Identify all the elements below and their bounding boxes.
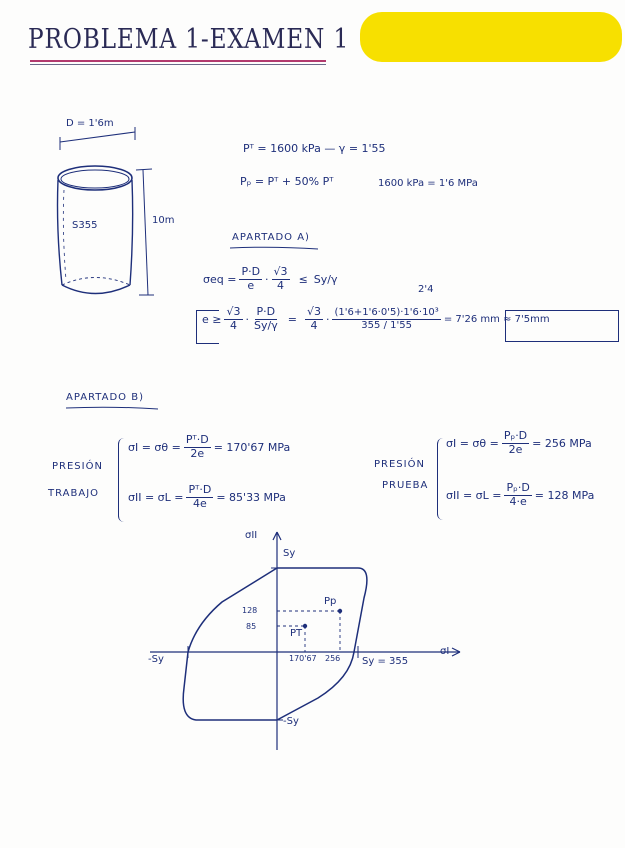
trabajo-eq1-lhs: σI = σθ = xyxy=(128,440,181,454)
eq2-frac-pd-sy xyxy=(252,306,280,332)
eq2-frac3-num: √3 xyxy=(306,305,321,318)
working-pressure-point xyxy=(303,624,307,628)
von-mises-diagram xyxy=(140,528,470,758)
eq2-frac4-den: 355 / 1'55 xyxy=(361,319,412,331)
prueba-eq1-num: Pₚ·D xyxy=(503,429,528,442)
test-pressure-label-2: PRUEBA xyxy=(382,480,429,491)
equivalent-stress-equation xyxy=(203,266,338,292)
eq2-frac2-den: Sy/γ xyxy=(254,318,278,332)
section-a-underline xyxy=(228,245,320,251)
trabajo-eq1-den: 2e xyxy=(190,446,205,460)
trabajo-eq1-num: Pᵀ·D xyxy=(185,433,209,446)
tick-170-67: 170'67 xyxy=(289,654,317,663)
sigma-2-axis-label: σII xyxy=(245,530,258,541)
given-unit-conversion: 1600 kPa = 1'6 MPa xyxy=(378,178,478,189)
eq2-frac1-num: √3 xyxy=(226,305,241,318)
prueba-eq2-den: 4·e xyxy=(509,494,527,508)
eq1-leq: ≤ xyxy=(298,272,308,286)
thickness-result: = 7'26 mm ≈ 7'5mm xyxy=(443,313,550,325)
test-pressure-point xyxy=(338,609,342,613)
margin-note-2-4: 2'4 xyxy=(418,284,434,295)
eq1-dot: · xyxy=(265,272,269,286)
eq1-frac-pd-e xyxy=(239,266,262,292)
test-pressure-label-1: PRESIÓN xyxy=(374,459,425,470)
height-label: 10m xyxy=(152,215,175,226)
section-b-heading: APARTADO B) xyxy=(66,392,144,403)
trabajo-eq2-frac xyxy=(186,484,213,510)
point-pt-label: PT xyxy=(290,628,303,639)
eq2-frac-root3-4-b xyxy=(305,306,323,332)
title-underline-secondary xyxy=(30,64,326,65)
eq2-equals: = xyxy=(287,312,297,326)
diagram-right-sy-label: Sy = 355 xyxy=(362,656,409,667)
working-pressure-brace xyxy=(118,438,125,522)
tick-85: 85 xyxy=(246,622,257,631)
prueba-eq2-frac xyxy=(504,482,531,508)
sigma-1-axis-label: σI xyxy=(440,646,450,657)
section-a-heading: APARTADO A) xyxy=(232,232,310,243)
eq1-frac1-den: e xyxy=(247,278,255,292)
trabajo-eq2-num: Pᵀ·D xyxy=(188,483,212,496)
yield-locus xyxy=(183,568,367,720)
prueba-eq2-result: = 128 MPa xyxy=(534,488,595,502)
test-hoop-stress-eq xyxy=(446,430,592,456)
point-pp-label: Pp xyxy=(324,596,337,607)
tick-128: 128 xyxy=(242,606,258,615)
material-label: S355 xyxy=(72,220,98,231)
eq1-frac2-num: √3 xyxy=(273,265,288,278)
given-test-pressure: Pₚ = Pᵀ + 50% Pᵀ xyxy=(240,175,334,188)
prueba-eq2-num: Pₚ·D xyxy=(506,481,530,494)
eq1-rhs: Sy/γ xyxy=(313,272,338,286)
thickness-equation xyxy=(202,306,550,332)
test-axial-stress-eq xyxy=(446,482,594,508)
prueba-eq1-frac xyxy=(502,430,529,456)
cylinder-sketch xyxy=(40,110,190,310)
eq2-dot2: · xyxy=(325,312,330,326)
eq2-lhs: e ≥ xyxy=(202,312,222,326)
eq1-frac-root3-4 xyxy=(272,266,290,292)
prueba-eq2-lhs: σII = σL = xyxy=(446,488,502,502)
eq1-frac1-num: P·D xyxy=(241,265,261,278)
working-axial-stress-eq xyxy=(128,484,286,510)
trabajo-eq2-result: = 85'33 MPa xyxy=(216,490,286,504)
eq2-frac-numeric xyxy=(332,307,440,331)
working-hoop-stress-eq xyxy=(128,434,290,460)
prueba-eq1-lhs: σI = σθ = xyxy=(446,436,499,450)
eq2-dot1: · xyxy=(245,312,249,326)
trabajo-eq2-lhs: σII = σL = xyxy=(128,490,184,504)
diagram-left-sy-label: -Sy xyxy=(148,654,164,665)
eq2-frac4-num: (1'6+1'6·0'5)·1'6·10³ xyxy=(334,307,439,319)
trabajo-eq1-result: = 170'67 MPa xyxy=(213,440,291,454)
eq2-frac2-num: P·D xyxy=(256,305,276,318)
working-pressure-label-2: TRABAJO xyxy=(48,488,100,499)
eq1-lhs: σeq = xyxy=(203,272,237,286)
given-working-pressure: Pᵀ = 1600 kPa — γ = 1'55 xyxy=(243,142,386,155)
tick-256: 256 xyxy=(325,654,341,663)
diameter-label: D = 1'6m xyxy=(66,118,114,129)
eq1-frac2-den: 4 xyxy=(277,278,285,292)
eq2-frac-root3-4-a xyxy=(224,306,242,332)
working-pressure-label-1: PRESIÓN xyxy=(52,461,103,472)
prueba-eq1-result: = 256 MPa xyxy=(532,436,592,450)
eq2-frac3-den: 4 xyxy=(310,318,318,332)
diagram-bottom-sy-label: -Sy xyxy=(283,716,299,727)
diagram-top-sy-label: Sy xyxy=(283,548,296,559)
trabajo-eq1-frac xyxy=(184,434,211,460)
highlighter-mark xyxy=(360,12,622,62)
prueba-eq1-den: 2e xyxy=(508,442,523,456)
test-pressure-brace xyxy=(437,438,444,520)
section-b-underline xyxy=(64,405,160,411)
trabajo-eq2-den: 4e xyxy=(193,496,207,510)
page-title: PROBLEMA 1-EXAMEN 1 xyxy=(28,24,350,55)
eq2-frac1-den: 4 xyxy=(229,318,237,332)
title-underline xyxy=(30,60,326,62)
